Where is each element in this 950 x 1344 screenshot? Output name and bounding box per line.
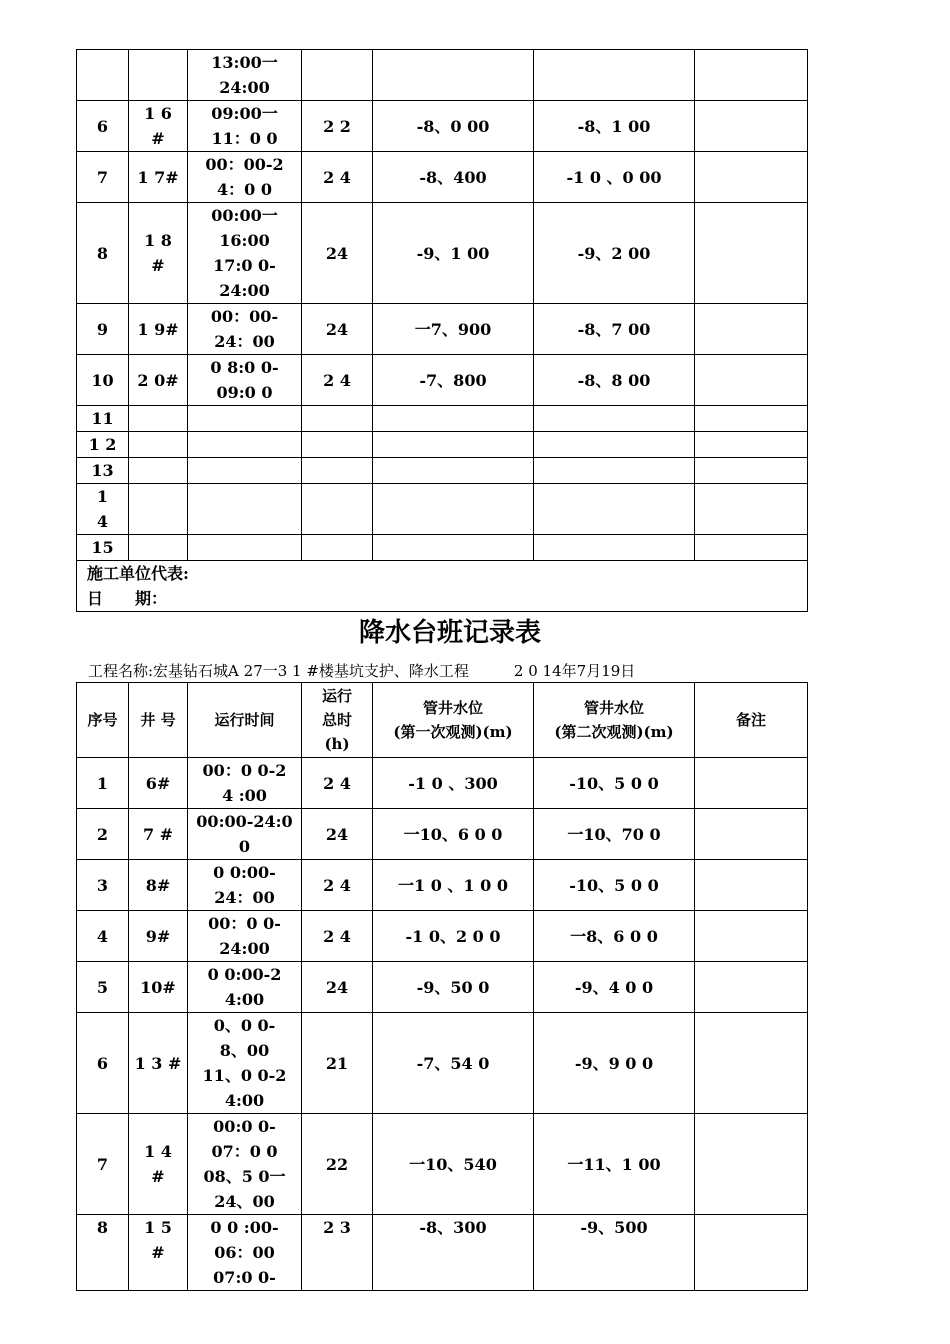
- row-number-cell: 3: [77, 860, 129, 911]
- remark-cell: [695, 860, 808, 911]
- run-time-cell: 09:00一 11：0 0: [188, 101, 302, 152]
- water-level-second-cell: [534, 535, 695, 561]
- table-row: [77, 1215, 808, 1291]
- water-level-second-cell: -9、500: [534, 1215, 695, 1291]
- water-level-second-cell: [534, 432, 695, 458]
- total-hours-cell: 24: [302, 304, 373, 355]
- total-hours-cell: 2 2: [302, 101, 373, 152]
- header-no: 序号: [77, 683, 129, 758]
- total-hours-cell: [302, 432, 373, 458]
- water-level-first-cell: 一10、540: [373, 1114, 534, 1215]
- water-level-first-cell: [373, 432, 534, 458]
- table-row: [77, 458, 808, 484]
- well-number-cell: [129, 458, 188, 484]
- total-hours-cell: 22: [302, 1114, 373, 1215]
- well-number-cell: [129, 406, 188, 432]
- water-level-first-cell: [373, 458, 534, 484]
- well-number-cell: [129, 432, 188, 458]
- remark-cell: [695, 203, 808, 304]
- row-number-cell: 6: [77, 101, 129, 152]
- remark-cell: [695, 152, 808, 203]
- row-number-cell: 5: [77, 962, 129, 1013]
- run-time-cell: 00:0 0- 07：0 0 08、5 0一 24、00: [188, 1114, 302, 1215]
- water-level-first-cell: -8、300: [373, 1215, 534, 1291]
- remark-cell: [695, 484, 808, 535]
- well-number-cell: 1 8 #: [129, 203, 188, 304]
- water-level-first-cell: -9、50 0: [373, 962, 534, 1013]
- water-level-first-cell: -8、0 00: [373, 101, 534, 152]
- water-level-second-cell: -10、5 0 0: [534, 758, 695, 809]
- remark-cell: [695, 535, 808, 561]
- row-number-cell: 10: [77, 355, 129, 406]
- run-time-cell: 0、0 0- 8、00 11、0 0-2 4:00: [188, 1013, 302, 1114]
- total-hours-cell: 21: [302, 1013, 373, 1114]
- run-time-cell: [188, 406, 302, 432]
- water-level-second-cell: 一8、6 0 0: [534, 911, 695, 962]
- water-level-second-cell: [534, 458, 695, 484]
- water-level-second-cell: -10、5 0 0: [534, 860, 695, 911]
- row-number-cell: 1: [77, 758, 129, 809]
- total-hours-cell: 2 4: [302, 911, 373, 962]
- table-row: [77, 152, 808, 203]
- remark-cell: [695, 758, 808, 809]
- well-number-cell: 8#: [129, 860, 188, 911]
- total-hours-cell: 24: [302, 809, 373, 860]
- run-time-cell: 00：0 0-2 4 :00: [188, 758, 302, 809]
- table-row: [77, 304, 808, 355]
- table-row: [77, 962, 808, 1013]
- total-hours-cell: [302, 535, 373, 561]
- table-row: [77, 1013, 808, 1114]
- run-time-cell: 00:00一 16:00 17:0 0- 24:00: [188, 203, 302, 304]
- well-number-cell: [129, 484, 188, 535]
- remark-cell: [695, 432, 808, 458]
- water-level-first-cell: 一10、6 0 0: [373, 809, 534, 860]
- total-hours-cell: 2 4: [302, 152, 373, 203]
- row-number-cell: 13: [77, 458, 129, 484]
- run-time-cell: 13:00一 24:00: [188, 50, 302, 101]
- page-title: 降水台班记录表: [358, 618, 541, 648]
- total-hours-cell: 2 4: [302, 758, 373, 809]
- row-number-cell: 8: [77, 203, 129, 304]
- table-row: [77, 809, 808, 860]
- total-hours-cell: 24: [302, 962, 373, 1013]
- water-level-second-cell: -8、8 00: [534, 355, 695, 406]
- table-row: [77, 860, 808, 911]
- row-number-cell: 15: [77, 535, 129, 561]
- water-level-first-cell: [373, 50, 534, 101]
- run-time-cell: [188, 484, 302, 535]
- table-row: [77, 406, 808, 432]
- remark-cell: [695, 1114, 808, 1215]
- remark-cell: [695, 911, 808, 962]
- table-row: [77, 911, 808, 962]
- record-table-continued-body: [77, 50, 808, 561]
- water-level-second-cell: [534, 484, 695, 535]
- water-level-second-cell: -8、1 00: [534, 101, 695, 152]
- total-hours-cell: [302, 50, 373, 101]
- remark-cell: [695, 355, 808, 406]
- run-time-cell: [188, 432, 302, 458]
- remark-cell: [695, 1215, 808, 1291]
- signature-row: [77, 561, 808, 612]
- water-level-first-cell: -1 0 、300: [373, 758, 534, 809]
- table-row: [77, 1114, 808, 1215]
- record-table-body: [77, 758, 808, 1291]
- header-level-second: 管井水位 (第二次观测)(m): [534, 683, 695, 758]
- header-row: [77, 683, 808, 758]
- run-time-cell: 0 8:0 0- 09:0 0: [188, 355, 302, 406]
- header-time: 运行时间: [188, 683, 302, 758]
- well-number-cell: 6#: [129, 758, 188, 809]
- row-number-cell: 7: [77, 152, 129, 203]
- well-number-cell: 1 6 #: [129, 101, 188, 152]
- total-hours-cell: [302, 406, 373, 432]
- run-time-cell: 00：0 0- 24:00: [188, 911, 302, 962]
- water-level-second-cell: [534, 406, 695, 432]
- total-hours-cell: 2 3: [302, 1215, 373, 1291]
- well-number-cell: 9#: [129, 911, 188, 962]
- water-level-second-cell: -9、9 0 0: [534, 1013, 695, 1114]
- header-well: 井 号: [129, 683, 188, 758]
- well-number-cell: 1 9#: [129, 304, 188, 355]
- run-time-cell: [188, 535, 302, 561]
- remark-cell: [695, 809, 808, 860]
- total-hours-cell: [302, 458, 373, 484]
- signature-block: 施工单位代表: 日 期：: [77, 561, 808, 612]
- header-hours: 运行 总时 (h): [302, 683, 373, 758]
- well-number-cell: [129, 535, 188, 561]
- record-table: [76, 682, 808, 1291]
- table-row: [77, 484, 808, 535]
- remark-cell: [695, 304, 808, 355]
- table-row: [77, 758, 808, 809]
- water-level-second-cell: -1 0 、0 00: [534, 152, 695, 203]
- row-number-cell: 7: [77, 1114, 129, 1215]
- row-number-cell: 9: [77, 304, 129, 355]
- water-level-first-cell: -8、400: [373, 152, 534, 203]
- well-number-cell: 1 3 #: [129, 1013, 188, 1114]
- row-number-cell: 2: [77, 809, 129, 860]
- table-row: [77, 535, 808, 561]
- remark-cell: [695, 962, 808, 1013]
- total-hours-cell: 2 4: [302, 355, 373, 406]
- header-level-first: 管井水位 (第一次观测)(m): [373, 683, 534, 758]
- remark-cell: [695, 101, 808, 152]
- water-level-second-cell: -9、4 0 0: [534, 962, 695, 1013]
- table-row: [77, 101, 808, 152]
- water-level-first-cell: -1 0、2 0 0: [373, 911, 534, 962]
- well-number-cell: 10#: [129, 962, 188, 1013]
- water-level-second-cell: 一11、1 00: [534, 1114, 695, 1215]
- well-number-cell: 1 7#: [129, 152, 188, 203]
- row-number-cell: [77, 50, 129, 101]
- water-level-first-cell: 一1 0 、1 0 0: [373, 860, 534, 911]
- table-row: [77, 50, 808, 101]
- run-time-cell: 0 0:00- 24：00: [188, 860, 302, 911]
- water-level-second-cell: -8、7 00: [534, 304, 695, 355]
- remark-cell: [695, 50, 808, 101]
- remark-cell: [695, 406, 808, 432]
- total-hours-cell: 24: [302, 203, 373, 304]
- row-number-cell: 6: [77, 1013, 129, 1114]
- well-number-cell: 1 5 #: [129, 1215, 188, 1291]
- well-number-cell: [129, 50, 188, 101]
- total-hours-cell: [302, 484, 373, 535]
- run-time-cell: 0 0:00-2 4:00: [188, 962, 302, 1013]
- row-number-cell: 8: [77, 1215, 129, 1291]
- well-number-cell: 2 0#: [129, 355, 188, 406]
- run-time-cell: 00：00-2 4：0 0: [188, 152, 302, 203]
- project-line: 工程名称:宏基钻石城A 27一3 1 #楼基坑支护、降水工程 2 0 14年7月19日: [88, 662, 636, 680]
- remark-cell: [695, 458, 808, 484]
- water-level-first-cell: -9、1 00: [373, 203, 534, 304]
- water-level-second-cell: -9、2 00: [534, 203, 695, 304]
- table-row: [77, 432, 808, 458]
- table-row: [77, 355, 808, 406]
- header-remark: 备注: [695, 683, 808, 758]
- total-hours-cell: 2 4: [302, 860, 373, 911]
- water-level-second-cell: 一10、70 0: [534, 809, 695, 860]
- run-time-cell: 0 0 :00- 06：00 07:0 0-: [188, 1215, 302, 1291]
- row-number-cell: 1 2: [77, 432, 129, 458]
- record-table-continued: [76, 49, 808, 612]
- remark-cell: [695, 1013, 808, 1114]
- water-level-first-cell: -7、800: [373, 355, 534, 406]
- row-number-cell: 11: [77, 406, 129, 432]
- row-number-cell: 1 4: [77, 484, 129, 535]
- run-time-cell: [188, 458, 302, 484]
- water-level-first-cell: -7、54 0: [373, 1013, 534, 1114]
- water-level-first-cell: [373, 406, 534, 432]
- water-level-first-cell: [373, 535, 534, 561]
- run-time-cell: 00：00- 24：00: [188, 304, 302, 355]
- water-level-first-cell: [373, 484, 534, 535]
- well-number-cell: 7 #: [129, 809, 188, 860]
- run-time-cell: 00:00-24:0 0: [188, 809, 302, 860]
- water-level-second-cell: [534, 50, 695, 101]
- table-row: [77, 203, 808, 304]
- row-number-cell: 4: [77, 911, 129, 962]
- well-number-cell: 1 4 #: [129, 1114, 188, 1215]
- water-level-first-cell: 一7、900: [373, 304, 534, 355]
